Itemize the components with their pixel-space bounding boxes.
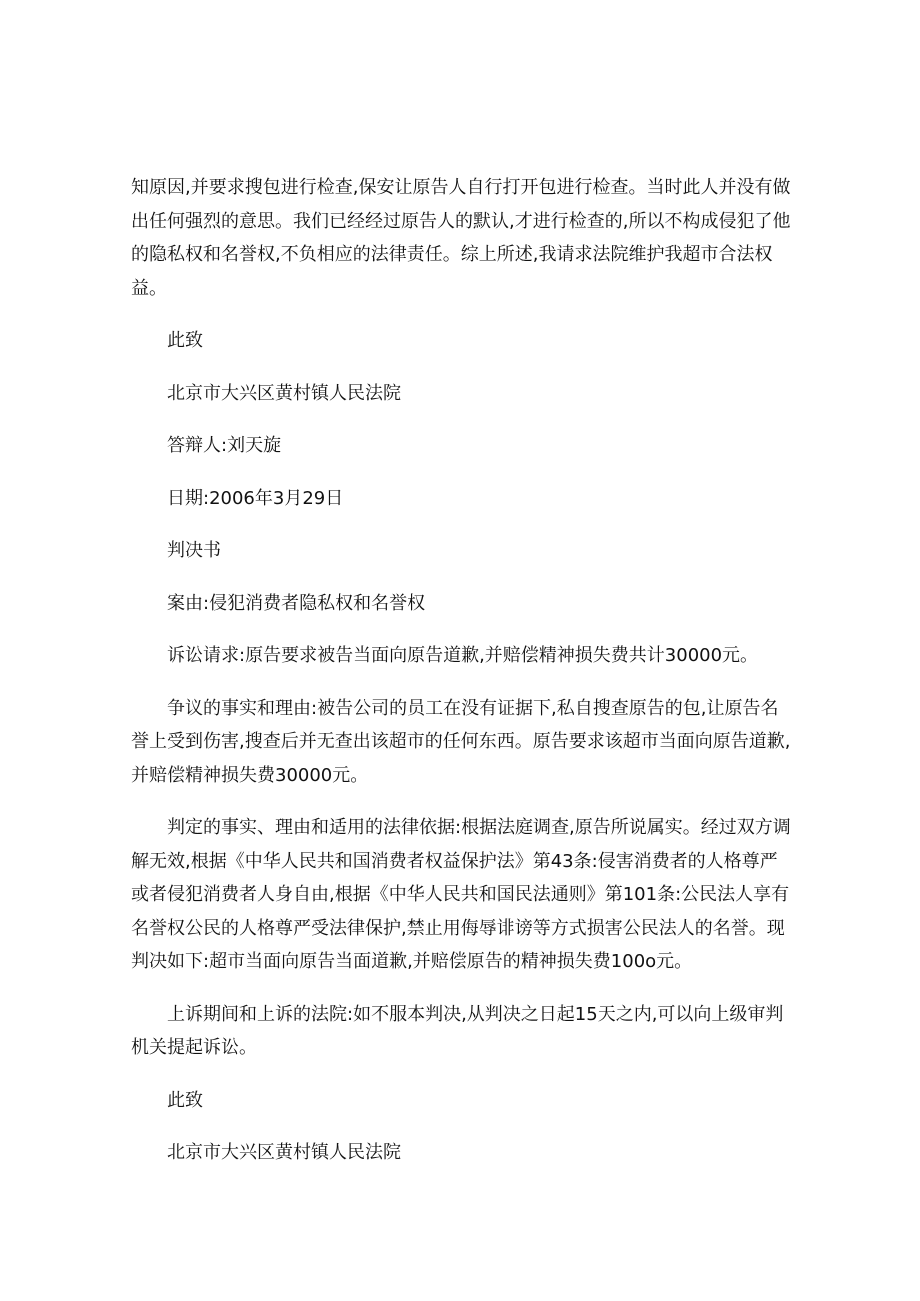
ruling-basis-paragraph: 判定的事实、理由和适用的法律依据:根据法庭调查,原告所说属实。经过双方调解无效,根据《中华人民共和国消费者权益保护法》第43条:侵害消费者的人格尊严或者侵犯消费者人身自由,根据《中华人民共和国民法通则》第101条:公民法人享有名誉权公民的人格尊严受法律保护,禁止用侮辱诽谤等方式损害公民法人的名誉。现判决如下:超市当面向原告当面道歉,并赔偿原告的精神损失费100o元。 [131, 817, 791, 972]
court-name-2: 北京市大兴区黄村镇人民法院 [167, 1142, 401, 1163]
claim-paragraph: 诉讼请求:原告要求被告当面向原告道歉,并赔偿精神损失费共计30000元。 [167, 645, 759, 666]
paragraph-continuation: 知原因,并要求搜包进行检查,保安让原告人自行打开包进行检查。当时此人并没有做出任何强烈的意思。我们已经经过原告人的默认,才进行检查的,所以不构成侵犯了他的隐私权和名誉权,不负相应的法律责任。综上所述,我请求法院维护我超市合法权益。 [131, 177, 791, 299]
dispute-facts-paragraph: 争议的事实和理由:被告公司的员工在没有证据下,私自搜查原告的包,让原告名誉上受到伤害,搜查后并无查出该超市的任何东西。原告要求该超市当面向原告道歉,并赔偿精神损失费30000元。 [131, 697, 791, 786]
appeal-paragraph: 上诉期间和上诉的法院:如不服本判决,从判决之日起15天之内,可以向上级审判机关提起诉讼。 [131, 1003, 784, 1058]
salutation-cizhi: 此致 [167, 330, 203, 351]
court-name: 北京市大兴区黄村镇人民法院 [167, 382, 401, 404]
date-line: 日期:2006年3月29日 [167, 487, 344, 509]
case-cause: 案由:侵犯消费者隐私权和名誉权 [167, 592, 426, 614]
judgment-title: 判决书 [167, 540, 221, 561]
salutation-cizhi-2: 此致 [167, 1089, 203, 1111]
document-body [131, 171, 791, 1170]
respondent-line: 答辩人:刘天旋 [167, 435, 282, 456]
